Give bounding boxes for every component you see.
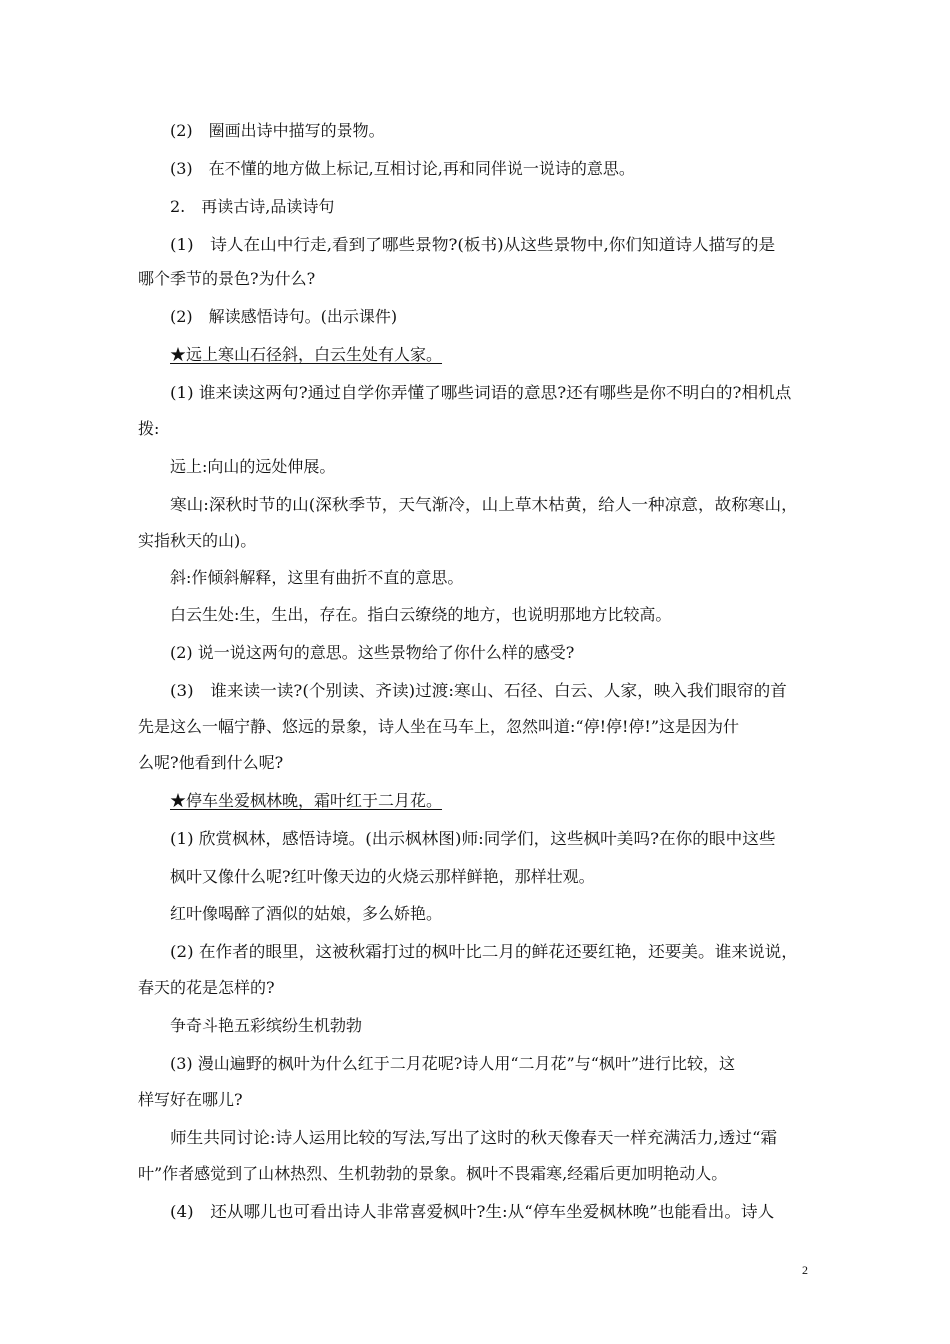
text-line: (3) 谁来读一读?(个别读、齐读)过渡:寒山、石径、白云、人家，映入我们眼帘的首	[170, 681, 787, 700]
text-line: 春天的花是怎样的?	[138, 978, 275, 997]
text-line: 师生共同讨论:诗人运用比较的写法,写出了这时的秋天像春天一样充满活力,透过“霜	[170, 1128, 778, 1147]
text-line: (1) 谁来读这两句?通过自学你弄懂了哪些词语的意思?还有哪些是你不明白的?相机点	[170, 383, 792, 402]
text-line: 叶”作者感觉到了山林热烈、生机勃勃的景象。枫叶不畏霜寒,经霜后更加明艳动人。	[138, 1164, 728, 1183]
page-number: 2	[802, 1263, 808, 1277]
text-line: 寒山:深秋时节的山(深秋季节，天气渐冷，山上草木枯黄，给人一种凉意，故称寒山，	[170, 495, 798, 514]
poem-line: ★停车坐爱枫林晚，霜叶红于二月花。	[170, 791, 443, 810]
text-line: (2) 说一说这两句的意思。这些景物给了你什么样的感受?	[170, 643, 575, 662]
text-line: 哪个季节的景色?为什么?	[138, 269, 316, 288]
text-line: 红叶像喝醉了酒似的姑娘，多么娇艳。	[170, 904, 443, 923]
section-heading: 2. 再读古诗,品读诗句	[170, 197, 335, 216]
text-line: 远上:向山的远处伸展。	[170, 457, 336, 476]
text-line: (2) 在作者的眼里，这被秋霜打过的枫叶比二月的鲜花还要红艳，还要美。谁来说说，	[170, 942, 798, 961]
text-line: 先是这么一幅宁静、悠远的景象，诗人坐在马车上，忽然叫道:“停!停!停!”这是因为什	[138, 717, 740, 736]
text-line: 么呢?他看到什么呢?	[138, 753, 284, 772]
poem-line: ★远上寒山石径斜，白云生处有人家。	[170, 345, 443, 364]
text-line: 争奇斗艳五彩缤纷生机勃勃	[170, 1016, 363, 1035]
text-line: (4) 还从哪儿也可看出诗人非常喜爱枫叶?生:从“停车坐爱枫林晚”也能看出。诗人	[170, 1202, 775, 1221]
text-line: (2) 圈画出诗中描写的景物。	[170, 121, 385, 140]
text-line: 白云生处:生，生出，存在。指白云缭绕的地方，也说明那地方比较高。	[170, 605, 672, 624]
text-line: (2) 解读感悟诗句。(出示课件)	[170, 307, 398, 326]
text-line: (1) 欣赏枫林，感悟诗境。(出示枫林图)师:同学们，这些枫叶美吗?在你的眼中这些	[170, 829, 776, 848]
text-line: 实指秋天的山)。	[138, 531, 257, 550]
text-line: 斜:作倾斜解释，这里有曲折不直的意思。	[170, 568, 464, 587]
text-line: 拨:	[138, 419, 160, 438]
text-line: (3) 漫山遍野的枫叶为什么红于二月花呢?诗人用“二月花”与“枫叶”进行比较，这	[170, 1054, 736, 1073]
text-line: 样写好在哪儿?	[138, 1090, 243, 1109]
text-line: (1) 诗人在山中行走,看到了哪些景物?(板书)从这些景物中,你们知道诗人描写的是	[170, 235, 776, 254]
text-line: (3) 在不懂的地方做上标记,互相讨论,再和同伴说一说诗的意思。	[170, 159, 635, 178]
text-line: 枫叶又像什么呢?红叶像天边的火烧云那样鲜艳，那样壮观。	[170, 867, 595, 886]
